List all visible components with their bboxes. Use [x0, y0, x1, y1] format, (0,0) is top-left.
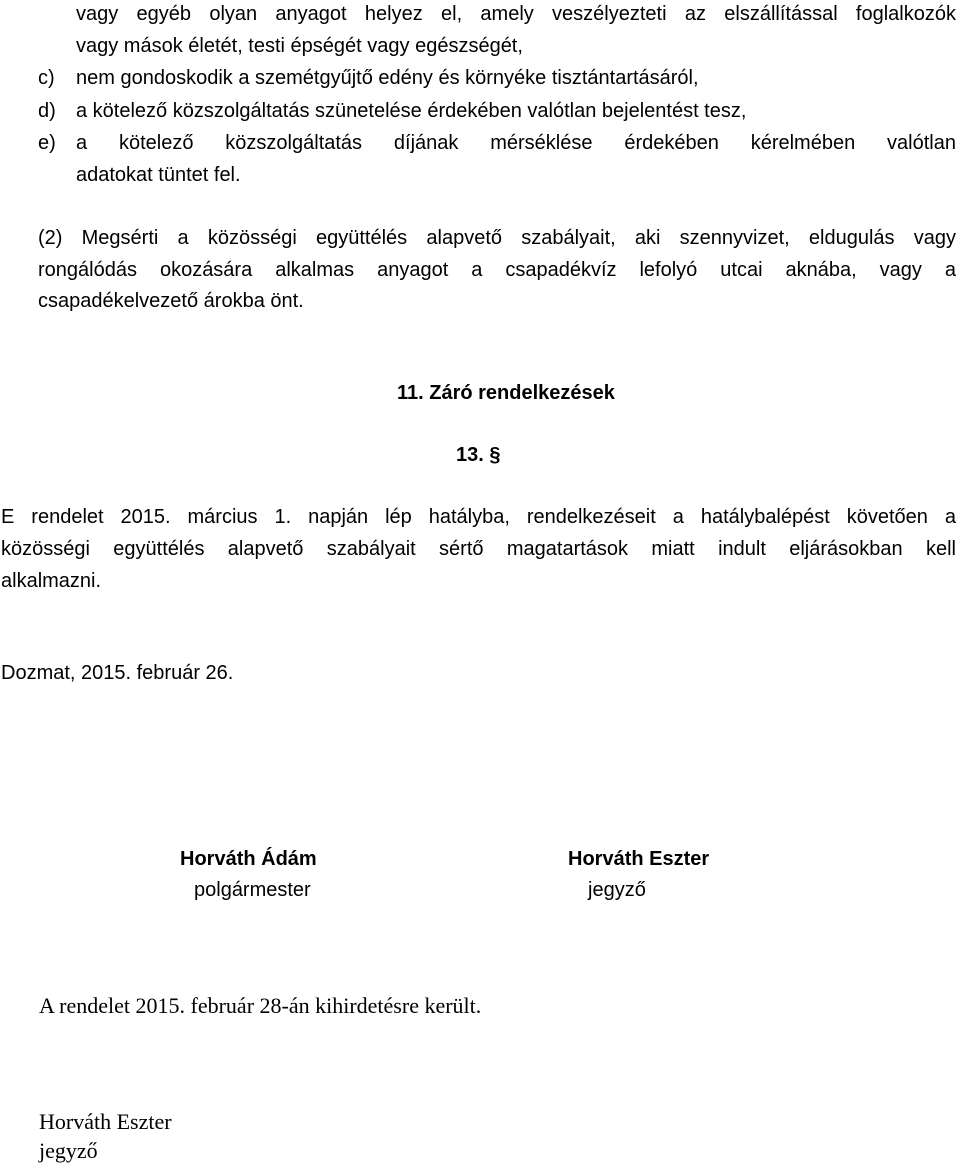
- place-date: Dozmat, 2015. február 26.: [1, 662, 234, 684]
- mayor-name: Horváth Ádám: [180, 848, 317, 870]
- item-e-text-line-1: a kötelező közszolgáltatás díjának mérséklése érdekében kérelmében valótlan: [76, 132, 956, 154]
- paragraph-2-line-2: rongálódás okozására alkalmas anyagot a csapadékvíz lefolyó utcai aknába, vagy a: [38, 259, 956, 281]
- effective-line-3: alkalmazni.: [1, 570, 102, 592]
- item-e-text-line-2: adatokat tüntet fel.: [76, 164, 241, 186]
- item-e-marker: e): [38, 132, 56, 154]
- item-c-marker: c): [38, 67, 55, 89]
- item-d-marker: d): [38, 100, 56, 122]
- footer-signature-title: jegyző: [39, 1138, 98, 1163]
- mayor-title: polgármester: [194, 879, 311, 901]
- footer-signature-name: Horváth Eszter: [39, 1109, 172, 1134]
- effective-line-2: közösségi együttélés alapvető szabályait sértő magatartások miatt indult eljárásokban kell: [1, 538, 956, 560]
- clerk-name: Horváth Eszter: [568, 848, 710, 870]
- clerk-title: jegyző: [588, 879, 646, 901]
- item-b-continuation-line-1: vagy egyéb olyan anyagot helyez el, amely veszélyezteti az elszállítással foglalkozók: [76, 3, 956, 25]
- paragraph-number: 13. §: [456, 444, 501, 466]
- effective-line-1: E rendelet 2015. március 1. napján lép hatályba, rendelkezéseit a hatálybalépést követően a: [1, 506, 956, 528]
- item-d-text: a kötelező közszolgáltatás szünetelése érdekében valótlan bejelentést tesz,: [76, 100, 747, 122]
- paragraph-2-line-1: (2) Megsérti a közösségi együttélés alapvető szabályait, aki szennyvizet, eldugulás vagy: [38, 227, 956, 249]
- item-b-continuation-line-2: vagy mások életét, testi épségét vagy egészségét,: [76, 35, 523, 57]
- paragraph-2-line-3: csapadékelvezető árokba önt.: [38, 290, 304, 312]
- section-heading: 11. Záró rendelkezések: [397, 382, 615, 404]
- item-c-text: nem gondoskodik a szemétgyűjtő edény és környéke tisztántartásáról,: [76, 67, 699, 89]
- promulgation-note: A rendelet 2015. február 28-án kihirdetésre került.: [39, 993, 482, 1018]
